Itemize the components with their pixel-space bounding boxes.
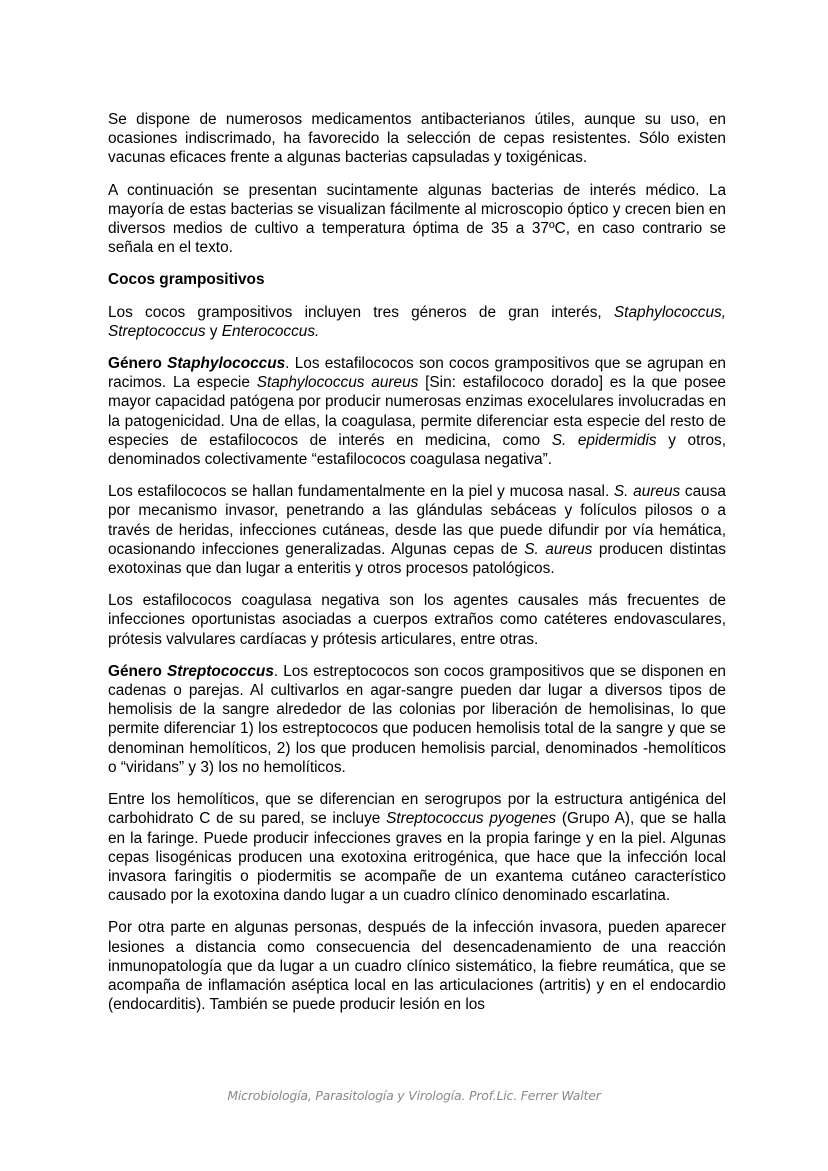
- text-run: producen distintas exotoxinas que dan lugar a enteritis y otros procesos patológicos.: [108, 540, 726, 578]
- paragraph-cocos-genera: [108, 303, 726, 341]
- text-run: Los cocos grampositivos incluyen tres géneros de gran interés,: [108, 303, 614, 321]
- paragraph-rheumatic-fever: Por otra parte en algunas personas, después de la infección invasora, pueden aparecer lesiones a distancia como consecuencia del desencadenamiento de una reacción inmunopatología que da lugar a un cuadro clínico sistemático, la fiebre reumática, que se acompaña de inflamación aséptica local en las articulaciones (artritis) y en el endocardio (endocarditis). También se puede producir lesión en los: [108, 919, 726, 1014]
- paragraph-hemolytic: [108, 790, 726, 905]
- species-name: Staphylococcus aureus: [256, 374, 419, 392]
- text-run: Entre los hemolíticos, que se diferencian en serogrupos por la estructura antigénica del carbohidrato C de su pared, se incluye: [108, 791, 726, 828]
- text-run: [Sin: estafilococo dorado] es la que posee mayor capacidad patógena por producir numerosas enzimas exocelulares involucradas en la patogenicidad. Una de ellas, la coagulasa, permite diferenciar esta especie del resto de especies de estafilococos de interés en medicina, como: [108, 374, 726, 449]
- species-name: S. epidermidis: [551, 431, 657, 449]
- text-run: y otros, denominados colectivamente “estafilococos coagulasa negativa”.: [108, 431, 726, 469]
- genus-label: Género: [108, 355, 168, 373]
- text-run: (Grupo A), que se halla en la faringe. Puede producir infecciones graves en la propia faringe y en la piel. Algunas cepas lisogénicas producen una exotoxina eritrogénica, que hace que la infección local invasora faringitis o piodermitis se acompañe de un exantema cutáneo característico causado por la exotoxina dando lugar a un cuadro clínico denominado escarlatina.: [108, 810, 726, 905]
- genus-label: Género: [108, 662, 167, 680]
- text-run: . Los estafilococos son cocos grampositivos que se agrupan en racimos. La especie: [108, 355, 726, 392]
- text-run: y: [205, 322, 222, 340]
- document-body: [108, 110, 726, 1027]
- species-name: Streptococcus pyogenes: [386, 810, 557, 828]
- text-run: . Los estreptococos son cocos grampositivos que se disponen en cadenas o parejas. Al cultivarlos en agar-sangre pueden dar lugar a diversos tipos de hemolisis de la sangre alrededor de las colonias por liberación de hemolisinas, lo que permite diferenciar 1) los estreptococos que poducen hemolisis total de la sangre y que se denominan hemolíticos, 2) los que producen hemolisis parcial, denominados -hemolíticos o “viridans” y 3) los no hemolíticos.: [108, 662, 726, 776]
- paragraph-staph-habitat: [108, 482, 726, 578]
- paragraph-staphylococcus: [108, 354, 726, 469]
- text-run: causa por mecanismo invasor, penetrando a las glándulas sebáceas y folículos pilosos o a través de heridas, infecciones cutáneas, desde las que puede difundir por vía hemática, ocasionando infecciones generalizadas. Algunas cepas de: [108, 483, 726, 558]
- genus-name: Enterococcus.: [221, 322, 320, 340]
- genus-title: [167, 355, 285, 372]
- species-name: S. aureus: [524, 540, 593, 558]
- genus-name: Staphylococcus,: [613, 303, 726, 321]
- page-footer: Microbiología, Parasitología y Virología. Prof.Lic. Ferrer Walter: [227, 1088, 601, 1103]
- genus-title-text: Staphylococcus: [167, 355, 286, 373]
- paragraph-coagulase-negative: Los estafilococos coagulasa negativa son los agentes causales más frecuentes de infecciones oportunistas asociadas a cuerpos extraños como catéteres endovasculares, prótesis valvulares cardíacas y prótesis articulares, entre otras.: [108, 592, 726, 648]
- text-run: Los estafilococos se hallan fundamentalmente en la piel y mucosa nasal.: [108, 483, 614, 501]
- paragraph-antibacterials: Se dispone de numerosos medicamentos antibacterianos útiles, aunque su uso, en ocasiones indiscrimado, ha favorecido la selección de cepas resistentes. Sólo existen vacunas eficaces frente a algunas bacterias capsuladas y toxigénicas.: [108, 111, 726, 167]
- genus-title: [167, 663, 274, 680]
- paragraph-introduction: A continuación se presentan sucintamente algunas bacterias de interés médico. La mayoría de estas bacterias se visualizan fácilmente al microscopio óptico y crecen bien en diversos medios de cultivo a temperatura óptima de 35 a 37ºC, en caso contrario se señala en el texto.: [108, 181, 726, 257]
- species-name: S. aureus: [613, 483, 681, 501]
- paragraph-streptococcus: [108, 662, 726, 777]
- section-heading: Cocos grampositivos: [108, 271, 265, 289]
- genus-title-text: Streptococcus: [166, 662, 274, 680]
- genus-name: Streptococcus: [108, 322, 206, 340]
